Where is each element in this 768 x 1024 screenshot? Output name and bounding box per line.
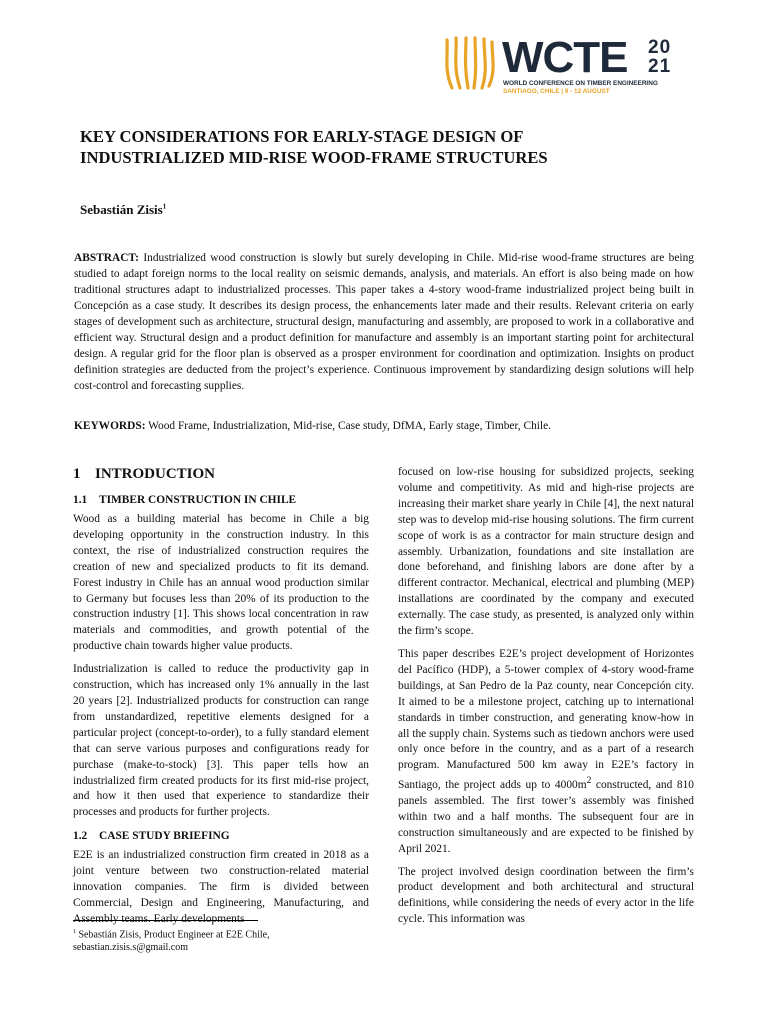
logo-wordmark: WCTE xyxy=(502,33,628,82)
paragraph: The project involved design coordination between the firm’s product development and both architectural and structural definitions, while considering the needs of every actor in the life cycle. This information was xyxy=(398,865,694,926)
logo-year xyxy=(648,38,671,76)
subsection-heading-timber xyxy=(73,492,369,508)
subsection-heading-case-study xyxy=(73,828,369,844)
logo-subtitle: WORLD CONFERENCE ON TIMBER ENGINEERING xyxy=(503,80,658,87)
subsection-number: 1.2 xyxy=(73,830,88,843)
footnote-rule xyxy=(73,920,258,921)
section-number: 1 xyxy=(73,466,81,482)
abstract-label: ABSTRACT: xyxy=(74,252,139,264)
title-line-1: KEY CONSIDERATIONS FOR EARLY-STAGE DESIGN OF xyxy=(80,127,524,146)
footnote-email[interactable]: sebastian.zisis.s@gmail.com xyxy=(73,942,189,954)
subsection-title: CASE STUDY BRIEFING xyxy=(99,830,230,843)
left-column xyxy=(73,464,369,935)
footnote-text: Sebastián Zisis, Product Engineer at E2E Chile, xyxy=(76,929,270,941)
paragraph: E2E is an industrialized construction firm created in 2018 as a joint venture between two construction-related material innovation companies. The firm is divided between Commercial, Design and Engineering, Manufacturing, and Assembly teams. Early developments xyxy=(73,849,369,925)
paper-title xyxy=(80,126,700,168)
logo-year-bottom: 21 xyxy=(648,56,672,77)
abstract-text: Industrialized wood construction is slowly but surely developing in Chile. Mid-rise wood-frame structures are being studied to adapt foreign norms to the local reality on seismic demands, analysis, and materials. An effort is also being made on how traditional structures adapt to industrialized processes. This paper takes a 4-story wood-frame industrialized project being built in Concepción as a case study. It describes its design process, the enhancements later made and their results. Relevant criteria on early stages of development such as architecture, structural design, manufacturing and assembly, are proposed to work in a collaborative and efficient way. Structural design and a product definition for manufacture and assembly is an important starting point for architectural design. A regular grid for the floor plan is observed as a prosper environment for coordination and optimization. Insights on product definition strategies are deducted from the project’s experience. Continuous improvement by standardizing design solutions will help cost-control and forecasting supplies. xyxy=(74,252,694,392)
author-name: Sebastián Zisis xyxy=(80,202,163,217)
paragraph xyxy=(398,647,694,858)
logo-location: SANTIAGO, CHILE | 9 - 12 AUGUST xyxy=(503,88,610,95)
logo-year-top: 20 xyxy=(648,37,672,58)
superscript: 2 xyxy=(586,776,592,787)
title-line-2: INDUSTRIALIZED MID-RISE WOOD-FRAME STRUCTURES xyxy=(80,148,548,167)
footnote xyxy=(73,926,373,954)
section-heading-introduction xyxy=(73,464,369,484)
paragraph: Wood as a building material has become in Chile a big developing opportunity in the construction industry. In this context, the rise of industrialized construction requires the creation of new and specialized products to fit its demand. Forest industry in Chile has an annual wood production similar to Germany but focuses less than 20% of its production to the construction industry [1]. This shows local concentration in raw materials and commodities, and growth potential of the productive chain towards higher value products. xyxy=(73,513,369,653)
keywords-text: Wood Frame, Industrialization, Mid-rise, Case study, DfMA, Early stage, Timber, Chile. xyxy=(148,420,552,432)
wcte-logo xyxy=(442,34,712,98)
paragraph-text-tail: constructed, and 810 panels assembled. The first tower’s assembly was finished within two and a half months. The subsequent four are in construction simultaneously and are expected to be finished by April 2021. xyxy=(398,779,694,855)
footnote-mark: 1 xyxy=(73,929,76,935)
keywords xyxy=(74,418,694,434)
abstract xyxy=(74,250,694,394)
right-column xyxy=(398,465,694,935)
timber-rings-logo-icon xyxy=(442,36,496,92)
keywords-label: KEYWORDS: xyxy=(74,420,146,432)
subsection-number: 1.1 xyxy=(73,494,88,506)
subsection-title: TIMBER CONSTRUCTION IN CHILE xyxy=(99,494,297,506)
author-footnote-mark: 1 xyxy=(162,202,167,211)
paragraph-text: This paper describes E2E’s project development of Horizontes del Pacífico (HDP), a 5-tower complex of 4-story wood-frame buildings, at San Pedro de la Paz county, near Concepción city. It aimed to be a milestone project, catching up to international standards in timber construction, and generating know-how in all the supply chain. Systems such as tiedown anchors were used only once before in the country, and as a part of a research program. Manufactured 500 km away in E2E’s factory in Santiago, the project adds up to 4000m xyxy=(398,647,694,792)
paragraph: Industrialization is called to reduce the productivity gap in construction, which has increased only 1% annually in the last 20 years [2]. Industrialized products for construction can range from unstandardized, repetitive elements designed for a particular project (concept-to-order), to a fully standard element that can serve various purposes and configurations ready for purchase (make-to-stock) [3]. This paper tells how an industrialized firm created products for its first mid-rise project, and how it then used that experience to standardize their processes and products for further projects. xyxy=(73,663,369,819)
author xyxy=(80,202,166,218)
section-title: INTRODUCTION xyxy=(95,466,216,482)
paragraph: focused on low-rise housing for subsidized projects, seeking volume and competitivity. As mid and high-rise projects are increasing their market share yearly in Chile [4], the next natural step was to develop mid-rise housing solutions. The firm current scope of work is as a contractor for main structure design and assembly. Urbanization, foundations and site installation are done beforehand, and finishing labors are done after by a different contractor. Mechanical, electrical and plumbing (MEP) installations are coordinated by the company and executed externally. The case study, as presented, is analyzed only within the firm’s scope. xyxy=(398,466,694,638)
